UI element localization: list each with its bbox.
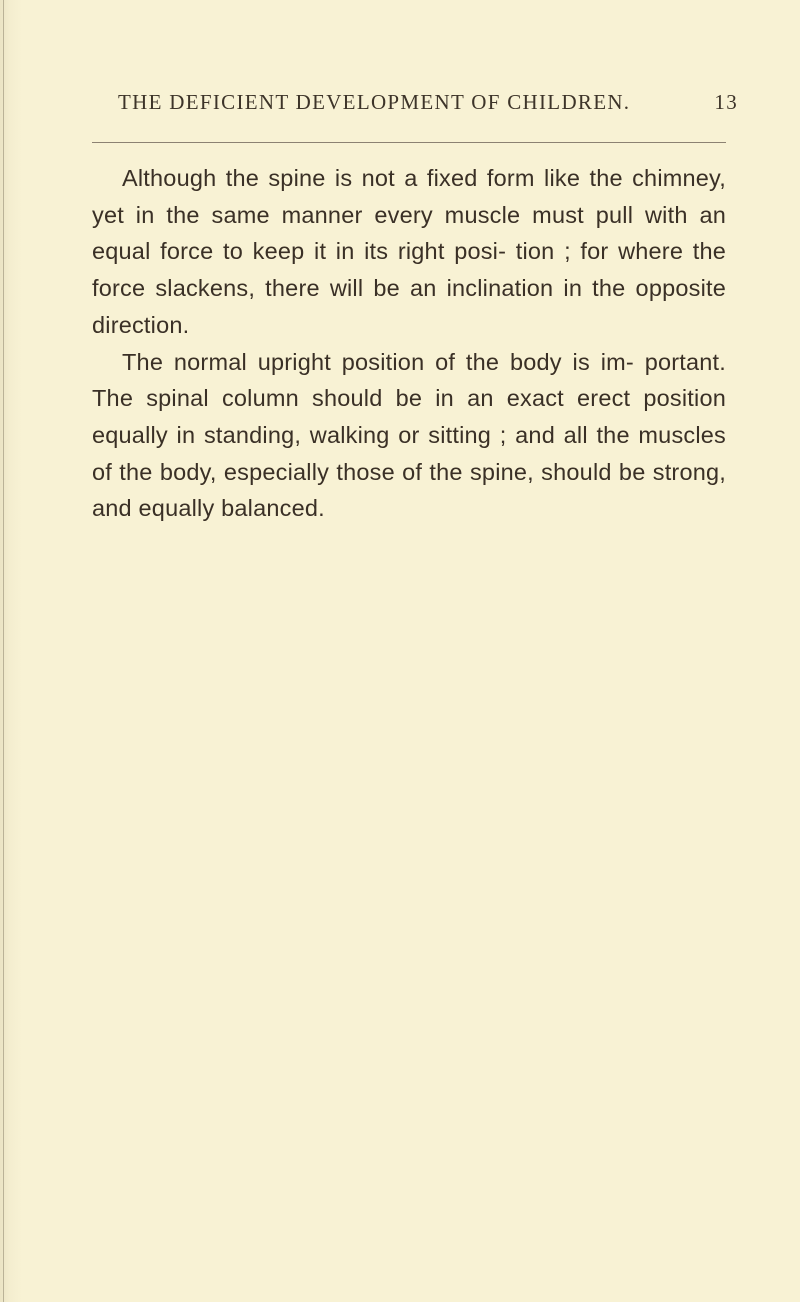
header-rule <box>92 142 726 143</box>
body-text <box>92 160 726 527</box>
paragraph-upright-position: The normal upright position of the body is im- portant. The spinal column should be in an exact erect position equally in standing, walking or sitting ; and all the muscles of the body, especially those of the spine, should be strong, and equally balanced. <box>92 348 726 522</box>
running-head-title: THE DEFICIENT DEVELOPMENT OF CHILDREN. <box>118 90 631 114</box>
running-head <box>118 90 738 116</box>
page-edge-line <box>3 0 4 1302</box>
page-number: 13 <box>714 90 738 114</box>
paragraph-spine-form: Although the spine is not a fixed form like the chimney, yet in the same manner every muscle must pull with an equal force to keep it in its right posi- tion ; for where the force slackens, there will be an inclination in the opposite direction. <box>92 165 726 338</box>
